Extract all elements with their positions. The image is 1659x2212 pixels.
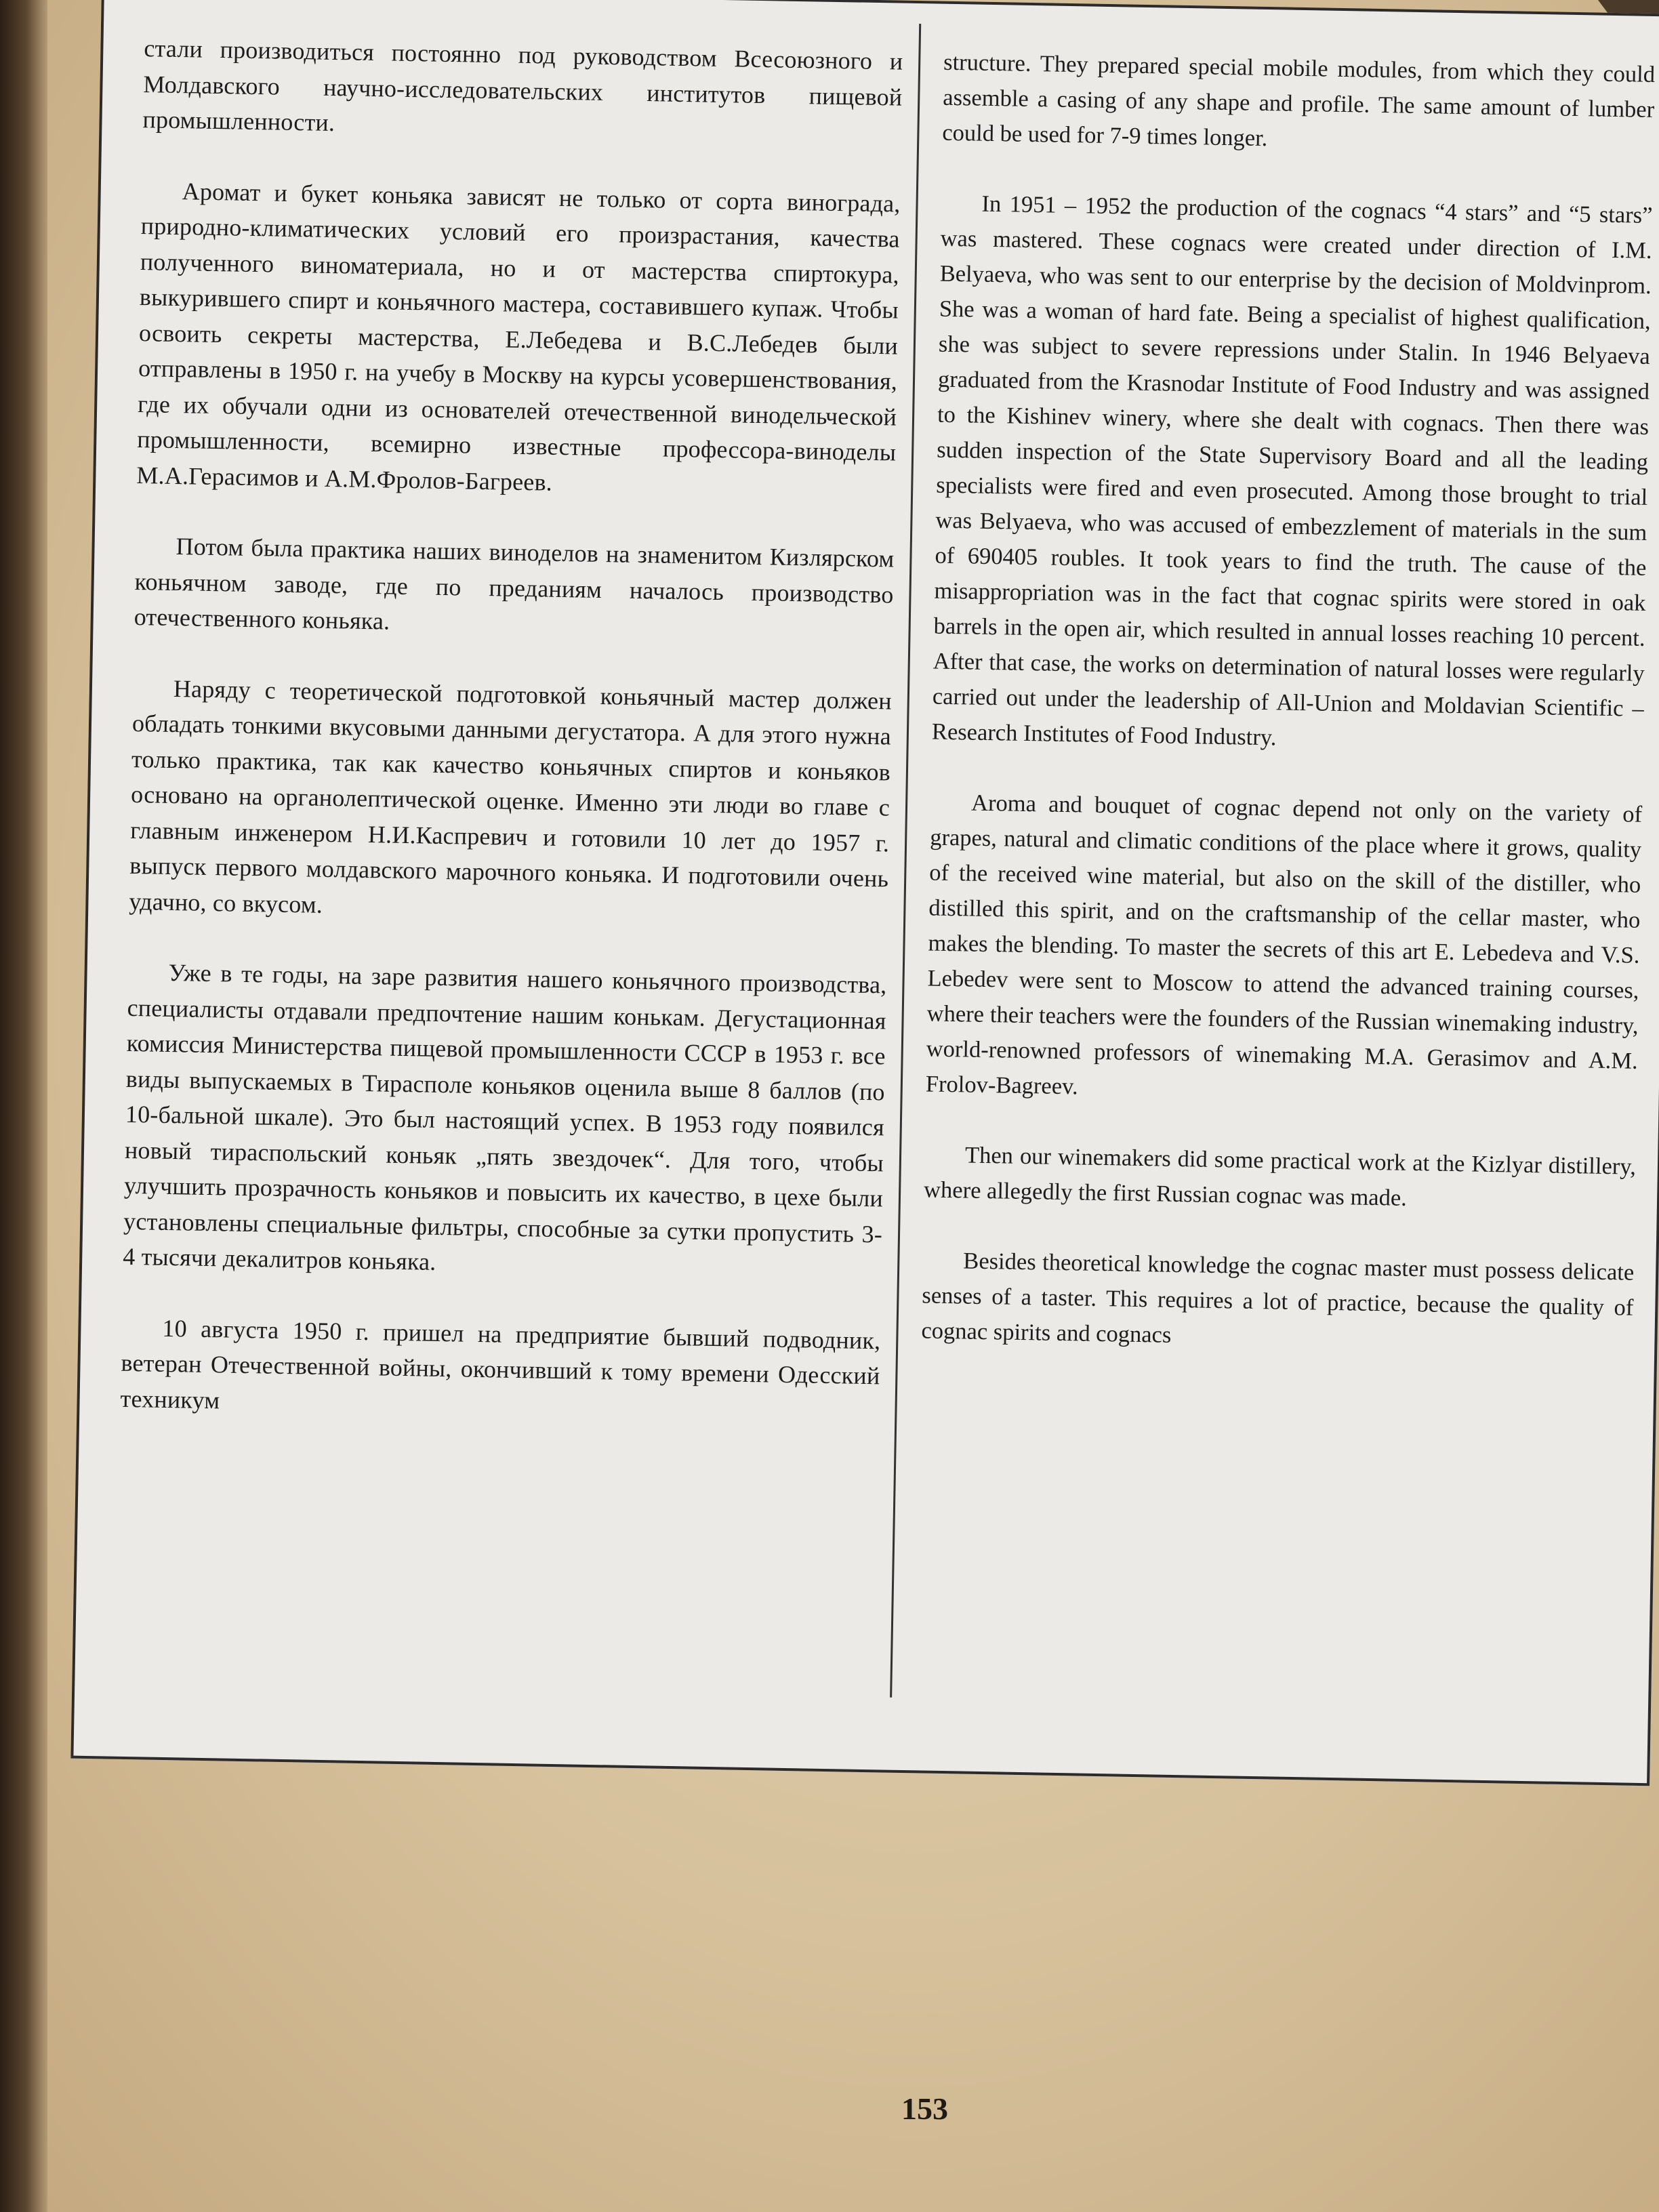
russian-text-column [119, 30, 903, 1465]
paragraph: Aroma and bouquet of cognac depend not only on the variety of grapes, natural and climatic conditions of the place where it grows, quality of the received wine material, but also on the skill of the distiller, who distilled this spirit, and on the craftsmanship of the cellar master, who makes the blending. To master the secrets of this art E. Lebedeva and V.S. Lebedev were sent to Moscow to attend the advanced training courses, where their teachers were the founders of the Russian winemaking industry, world-renowned professors of winemaking M.A. Gerasimov and A.M. Frolov-Bagreev. [925, 790, 1643, 1100]
paragraph: 10 августа 1950 г. пришел на предприятие бывший подводник, ветеран Отечественной войны, окончивший к тому времени Одесский техникум [120, 1314, 881, 1414]
paragraph: Аромат и букет коньяка зависят не только от сорта винограда, природно-климатических условий его произрастания, качества полученного виноматериала, но и от мастерства спиртокура, выкурившего спирт и коньячного мастера, составившего купаж. Чтобы освоить секреты мастерства, Е.Лебедева и В.С.Лебедев были отправлены в 1950 г. на учебу в Москву на курсы усовершенствования, где их обучали одни из основателей отечественной винодельческой промышленности, всемирно известные профессора-виноделы М.А.Герасимов и А.М.Фролов-Багреев. [136, 177, 901, 496]
paragraph: Потом была практика наших виноделов на знаменитом Кизлярском коньячном заводе, где по преданиям началось производство отечественного коньяка. [134, 533, 895, 635]
page-number: 153 [901, 2091, 948, 2126]
paragraph: structure. They prepared special mobile modules, from which they could assemble a casing of any shape and profile. The same amount of lumber could be used for 7-9 times longer. [942, 49, 1656, 152]
english-text-column [920, 45, 1655, 1396]
paragraph: Уже в те годы, на заре развития нашего коньячного производства, специалисты отдавали предпочтение нашим конькам. Дегустационная комиссия Министерства пищевой промышленности СССР в 1953 г. все виды выпускаемых в Тирасполе коньяков оценила выше 8 баллов (по 10-бальной шкале). Это был настоящий успех. В 1953 году появился новый тираспольский коньяк „пять звездочек“. Для того, чтобы улучшить прозрачность коньяков и повысить их качество, в цехе были установлены специальные фильтры, способные за сутки пропустить 3-4 тысячи декалитров коньяка. [122, 958, 887, 1275]
paragraph: In 1951 – 1952 the production of the cognacs “4 stars” and “5 stars” was mastered. These cognacs were created under direction of I.M. Belyaeva, who was sent to our enterprise by the decision of Moldvinprom. She was a woman of hard fate. Being a specialist of highest qualification, she was subject to severe repressions under Stalin. In 1946 Belyaeva graduated from the Krasnodar Institute of Food Industry and was assigned to the Kishinev winery, where she dealt with cognacs. Then there was sudden inspection of the State Supervisory Board and all the leading specialists were fired and even prosecuted. Among those brought to trial was Belyaeva, who was accused of embezzlement of materials in the sum of 690405 roubles. It took years to find the truth. The cause of the misappropriation was in the fact that cognac spirits were stored in oak barrels in the open air, which resulted in annual losses reaching 10 percent. After that case, the works on determination of natural losses were regularly carried out under the leadership of All-Union and Moldavian Scientific – Research Institutes of Food Industry. [931, 190, 1653, 751]
text-frame [70, 0, 1659, 1786]
paragraph: Besides theoretical knowledge the cognac master must possess delicate senses of a taster. This requires a lot of practice, because the quality of cognac spirits and cognacs [921, 1248, 1635, 1348]
book-spine-shadow [0, 0, 47, 2212]
paragraph: Наряду с теоретической подготовкой коньячный мастер должен обладать тонкими вкусовыми данными дегустатора. А для этого нужна только практика, так как качество коньячных спиртов и коньяков основано на органолептической оценке. Именно эти люди во главе с главным инженером Н.И.Каспревич и готовили 10 лет до 1957 г. выпуск первого молдавского марочного коньяка. И подготовили очень удачно, со вкусом. [129, 674, 893, 918]
paragraph: Then our winemakers did some practical work at the Kizlyar distillery, where allegedly the first Russian cognac was made. [923, 1142, 1637, 1211]
paragraph: стали производиться постоянно под руководством Всесоюзного и Молдавского научно-исследовательских институтов пищевой промышленности. [142, 35, 903, 137]
